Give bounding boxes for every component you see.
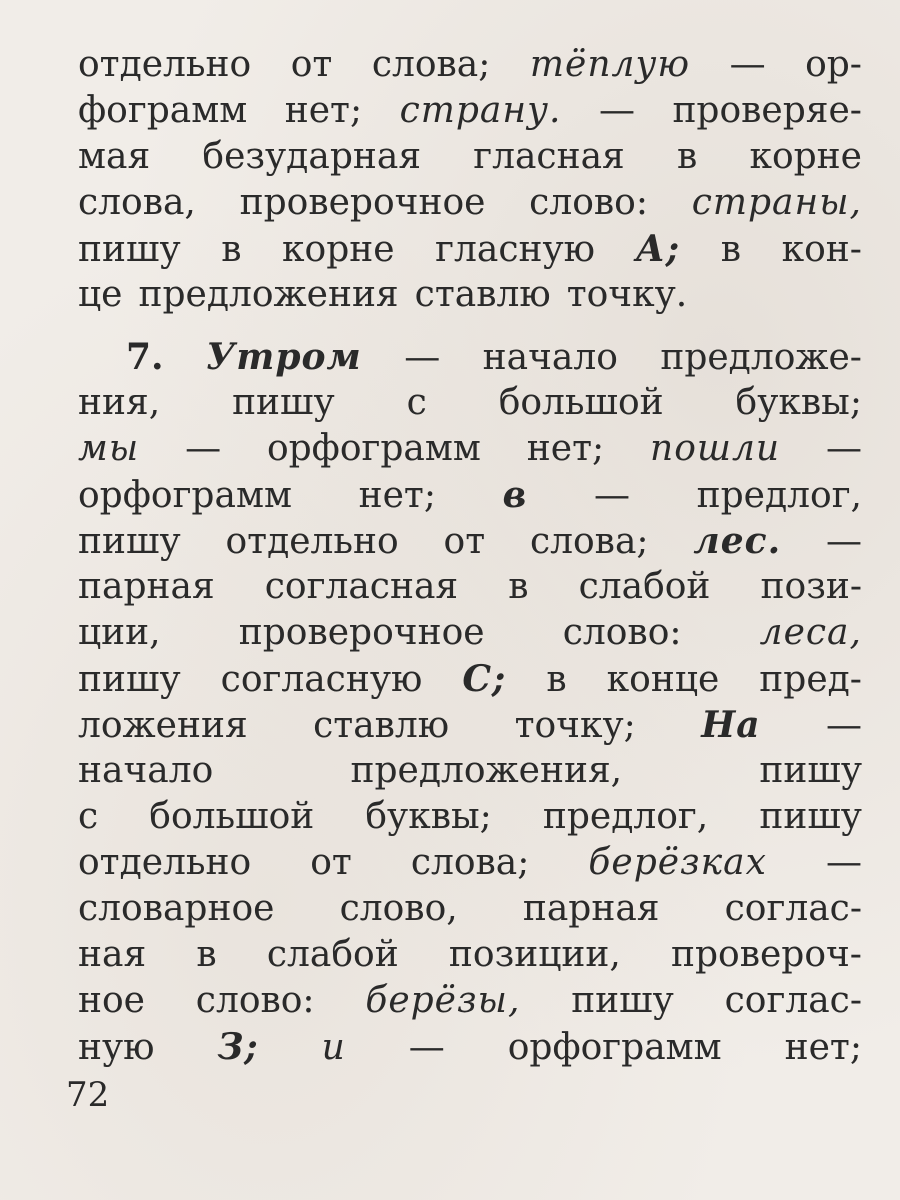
word: от <box>443 521 486 562</box>
example-word: берёзы, <box>365 980 521 1021</box>
dash: — <box>729 44 766 85</box>
text-line <box>78 88 862 134</box>
text-line <box>78 380 862 426</box>
word: ции, <box>78 612 161 653</box>
word: це <box>78 274 123 315</box>
letter-highlight: А; <box>635 228 681 270</box>
word: ложения <box>78 705 248 746</box>
word: ставлю <box>414 274 551 315</box>
example-word: Утром <box>206 336 362 378</box>
word: точку; <box>514 705 636 746</box>
example-word: берёзках <box>588 842 767 883</box>
word: гласную <box>435 229 596 270</box>
word: согласную <box>220 659 423 700</box>
word: в <box>221 229 242 270</box>
word: нет; <box>526 428 605 469</box>
word: отдельно <box>78 44 252 85</box>
word: слово: <box>529 182 648 223</box>
page-number: 72 <box>66 1075 110 1115</box>
word: начало <box>482 337 618 378</box>
word: проверочное <box>238 612 485 653</box>
text-line <box>78 42 862 88</box>
word: слово, <box>339 888 458 929</box>
text-line <box>78 472 862 518</box>
word: ния, <box>78 382 161 423</box>
word: слова; <box>371 44 491 85</box>
text-line <box>78 226 862 272</box>
text-line <box>78 978 862 1024</box>
word: предложения, <box>350 750 623 791</box>
word: корне <box>749 136 862 177</box>
example-word: лес. <box>693 520 782 562</box>
word: орфограмм <box>266 428 481 469</box>
example-word: На <box>701 704 761 746</box>
word: ор- <box>805 44 862 85</box>
dash: — <box>598 90 635 131</box>
letter-highlight: З; <box>217 1026 259 1068</box>
word: предложе- <box>660 337 862 378</box>
word: предлог, <box>696 475 862 516</box>
word: кон- <box>781 229 862 270</box>
word: парная <box>78 566 215 607</box>
word: пред- <box>759 659 862 700</box>
word: слова; <box>529 521 649 562</box>
example-word: в <box>502 474 528 516</box>
word: в <box>720 229 742 270</box>
example-word: пошли <box>650 428 781 469</box>
word: пишу <box>78 521 181 562</box>
example-word: леса, <box>759 612 862 653</box>
example-word: страны, <box>691 182 862 223</box>
example-word: тёплую <box>529 44 691 85</box>
text-line <box>78 748 862 794</box>
word: слово: <box>562 612 682 653</box>
word: орфограмм <box>507 1027 722 1068</box>
word: ное <box>78 980 145 1021</box>
word: большой <box>149 796 315 837</box>
word: соглас- <box>724 980 862 1021</box>
word: точку. <box>566 274 688 315</box>
text-line <box>78 426 862 472</box>
word: позиции, <box>448 934 621 975</box>
word: пишу <box>78 659 181 700</box>
text-line <box>78 1024 862 1070</box>
text-line <box>78 180 862 226</box>
word: ную <box>78 1027 155 1068</box>
dash: — <box>825 521 862 562</box>
example-word: и <box>321 1027 346 1068</box>
word: в <box>676 136 698 177</box>
item-number: 7. <box>126 336 164 378</box>
word: буквы; <box>735 382 862 423</box>
word: пози- <box>760 566 862 607</box>
word: пишу <box>571 980 674 1021</box>
word: отдельно <box>225 521 399 562</box>
word: гласная <box>473 136 625 177</box>
text-line <box>78 610 862 656</box>
word: парная <box>522 888 660 929</box>
word: словарное <box>78 888 275 929</box>
text-line <box>78 886 862 932</box>
word: с <box>78 796 99 837</box>
word: буквы; <box>365 796 492 837</box>
text-line <box>126 334 862 380</box>
dash: — <box>825 842 862 883</box>
word: с <box>406 382 427 423</box>
text-line <box>78 134 862 180</box>
word: отдельно <box>78 842 252 883</box>
word: проверочное <box>239 182 486 223</box>
text-line <box>78 518 862 564</box>
text-line <box>78 932 862 978</box>
word: нет; <box>784 1027 862 1068</box>
word: нет; <box>358 475 436 516</box>
word: в <box>508 566 529 607</box>
word: безударная <box>202 136 422 177</box>
word: пишу <box>759 796 862 837</box>
word: слова; <box>410 842 530 883</box>
word: ная <box>78 934 147 975</box>
word: пишу <box>232 382 335 423</box>
dash: — <box>408 1027 445 1068</box>
text-line <box>78 272 862 318</box>
text-line <box>78 702 862 748</box>
word: мая <box>78 136 151 177</box>
word: предлог, <box>542 796 709 837</box>
text-line <box>78 794 862 840</box>
word: большой <box>498 382 664 423</box>
word: начало <box>78 750 214 791</box>
word: слово: <box>195 980 315 1021</box>
word: проверяе- <box>672 90 862 131</box>
example-word: мы <box>78 428 140 469</box>
word: пишу <box>78 229 181 270</box>
word: слабой <box>578 566 711 607</box>
word: провероч- <box>671 934 862 975</box>
dash: — <box>593 475 630 516</box>
word: нет; <box>284 90 363 131</box>
dash: — <box>404 337 441 378</box>
dash: — <box>185 428 222 469</box>
word: в <box>546 659 567 700</box>
word: согласная <box>264 566 459 607</box>
word: соглас- <box>724 888 862 929</box>
word: орфограмм <box>78 475 292 516</box>
word: пишу <box>759 750 862 791</box>
dash: — <box>826 428 862 469</box>
word: слова, <box>78 182 196 223</box>
word: в <box>196 934 217 975</box>
word: от <box>310 842 352 883</box>
example-word: страну. <box>399 90 562 131</box>
word: ставлю <box>313 705 450 746</box>
dash: — <box>826 705 862 746</box>
text-line <box>78 656 862 702</box>
word: слабой <box>266 934 399 975</box>
letter-highlight: С; <box>462 658 507 700</box>
word: корне <box>282 229 395 270</box>
word: конце <box>606 659 720 700</box>
text-line <box>78 564 862 610</box>
word: фограмм <box>78 90 248 131</box>
text-line <box>78 840 862 886</box>
word: предложения <box>138 274 399 315</box>
word: от <box>290 44 333 85</box>
